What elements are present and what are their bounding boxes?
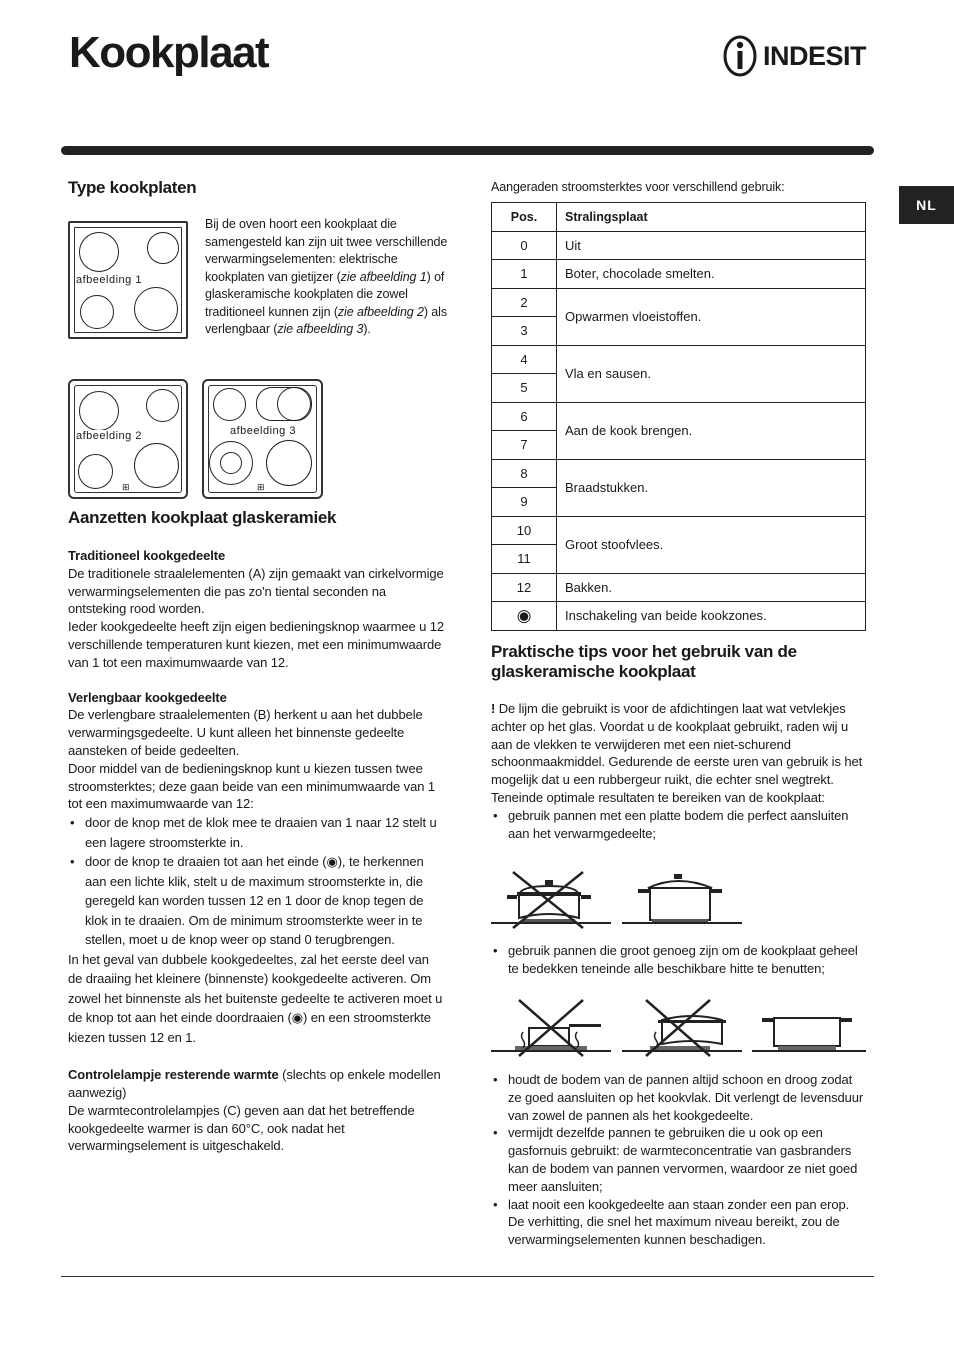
- table-row: 9: [492, 488, 866, 517]
- table-row: 7: [492, 431, 866, 460]
- indesit-logo-icon: [722, 34, 758, 78]
- subheading-residual-heat: Controlelampje resterende warmte: [68, 1067, 279, 1083]
- power-settings-table: [491, 202, 866, 631]
- figure-3-label: afbeelding 3: [230, 425, 296, 437]
- table-row: 12 Bakken.: [492, 573, 866, 602]
- burner: [79, 232, 119, 272]
- dual-burner-inner: [220, 452, 242, 474]
- section-heading-types: Type kookplaten: [68, 178, 197, 197]
- figure-1-label: afbeelding 1: [76, 274, 142, 286]
- burner: [266, 440, 312, 486]
- types-intro-text: Bij de oven hoort een kookplaat die samengesteld kan zijn uit twee verschillende verwarmingselementen: elektrische kookplaten van gietijzer (zie afbeelding 1) of glaskeramische kookplaten die zowel traditioneel kunnen zijn (zie afbeelding 2) als verlengbaar (zie afbeelding 3).: [205, 217, 448, 336]
- burner: [213, 388, 246, 421]
- list-item: • laat nooit een kookgedeelte aan staan zonder een pan erop. De verhitting, die snel het maximum niveau bereikt, zou de verwarmingselementen kunnen beschadigen.: [491, 1196, 869, 1249]
- table-row: 3: [492, 317, 866, 346]
- figure-2-label: afbeelding 2: [76, 430, 142, 442]
- table-row: 0 Uit: [492, 231, 866, 260]
- burner: [80, 295, 114, 329]
- burner: [134, 287, 178, 331]
- tips-list-3: [491, 1071, 869, 1249]
- burner: [134, 443, 179, 488]
- wrong-pan-illustration: [491, 866, 611, 930]
- table-row: ◉ Inschakeling van beide kookzones.: [492, 602, 866, 631]
- dual-zone-icon: ◉: [516, 605, 532, 625]
- table-row: 5: [492, 374, 866, 403]
- correct-pan-size-illustration: [752, 998, 866, 1058]
- figure-2-hob: [68, 379, 188, 499]
- table-row: 10 Groot stoofvlees.: [492, 516, 866, 545]
- figure-1-hob: [68, 221, 188, 339]
- list-item: • gebruik pannen met een platte bodem die perfect aansluiten aan het verwarmgedeelte;: [491, 807, 869, 843]
- language-tab: NL: [899, 186, 954, 224]
- table-row: 8 Braadstukken.: [492, 459, 866, 488]
- list-item: • gebruik pannen die groot genoeg zijn om de kookplaat geheel te bedekken teneinde alle beschikbare hitte te benutten;: [491, 942, 869, 978]
- subheading-traditional: Traditioneel kookgedeelte: [68, 548, 226, 563]
- table-row: 6 Aan de kook brengen.: [492, 402, 866, 431]
- section-heading-glass: Aanzetten kookplaat glaskeramiek: [68, 508, 337, 527]
- warning-icon: !: [491, 701, 496, 716]
- section-heading-tips: Praktische tips voor het gebruik van de glaskeramische kookplaat: [491, 642, 797, 681]
- table-row: 4 Vla en sausen.: [492, 345, 866, 374]
- small-pan-wrong-illustration: [491, 998, 611, 1058]
- burner: [79, 391, 119, 431]
- table-header-row: [492, 203, 866, 232]
- header-rule: [61, 146, 874, 155]
- dual-zone-icon: ◉: [326, 854, 338, 870]
- burner: [146, 389, 179, 422]
- col-header-plate: Stralingsplaat: [557, 203, 866, 232]
- list-item: • vermijdt dezelfde pannen te gebruiken die u ook op een gasfornuis gebruikt: de warmteconcentratie van gasbranders kan de bodem van pannen vervormen, waardoor ze niet goed meer aansluiten;: [491, 1124, 869, 1195]
- indicator-icon: ⊞: [257, 482, 265, 492]
- burner: [277, 387, 311, 421]
- footer-rule: [61, 1276, 874, 1277]
- brand-name: INDESIT: [763, 40, 867, 71]
- col-header-pos: Pos.: [492, 203, 557, 232]
- table-row: 11: [492, 545, 866, 574]
- correct-pan-illustration: [622, 866, 742, 930]
- figure-3-hob: [202, 379, 323, 499]
- page-title: Kookplaat: [69, 28, 269, 77]
- burner: [78, 454, 113, 489]
- brand-logo: [722, 34, 866, 78]
- table-caption: Aangeraden stroomsterktes voor verschillend gebruik:: [491, 180, 785, 194]
- glass-section-text: Traditioneel kookgedeelte De traditionele straalelementen (A) zijn gemaakt van cirkelvormige verwarmingselementen die pas zo'n tiental seconden na ontsteking rood worden. Ieder kookgedeelte heeft zijn eigen bedieningsknop waarmee u 12 verschillende temperaturen kunt kiezen, met een minimumwaarde van 1 tot een maximumwaarde van 12. Verlengbaar kookgedeelte De verlengbare straalelementen (B) herkent u aan het dubbele verwarmingsgedeelte. U kunt alleen het binnenste gedeelte aansteken of beide gedeelten. Door middel van de bedieningsknop kunt u kiezen tussen twee stroomsterktes; deze gaan beide van een minimumwaarde van 1 tot een maximumwaarde van 12: • door de knop met de klok mee te draaien van 1 naar 12 stelt u een lagere stroomsterkte in. • door de knop te draaien tot aan het einde (◉), te herkennen aan een lichte klik, stelt u de maximum stroomsterkte in, die geregeld kan worden tussen 12 en 1 door de knop tegen de klok in te draaien. Om de minimum stroomsterkte weer in te stellen, moet u de knop weer op stand 0 terugbrengen. In het geval van dubbele kookgedeeltes, zal het eerste deel van de draaiing het kleinere (binnenste) kookgedeelte activeren. Om zowel het binnenste als het buitenste gedeelte te activeren moet u de knop tot aan het einde doordraaien (◉) en een stroomsterkte kiezen tussen 12 en 1. Controlelampje resterende warmte (slechts op enkele modellen aanwezig) De warmtecontrolelampjes (C) geven aan dat het betreffende kookgedeelte warmer is dan 60°C, ook nadat het verwarmingselement is uitgeschakeld.: [68, 547, 446, 1155]
- deformed-pan-wrong-illustration: [622, 998, 742, 1058]
- list-item: • door de knop te draaien tot aan het einde (◉), te herkennen aan een lichte klik, stelt u de maximum stroomsterkte in, die geregeld kan worden tussen 12 en 1 door de knop tegen de klok in te draaien. Om de minimum stroomsterkte weer in te stellen, moet u de knop weer op stand 0 terugbrengen.: [68, 852, 446, 950]
- table-row: 2 Opwarmen vloeistoffen.: [492, 288, 866, 317]
- table-row: 1 Boter, chocolade smelten.: [492, 260, 866, 289]
- burner: [147, 232, 179, 264]
- subheading-extendable: Verlengbaar kookgedeelte: [68, 689, 227, 705]
- tips-list-2: [491, 942, 869, 978]
- list-item: • door de knop met de klok mee te draaien van 1 naar 12 stelt u een lagere stroomsterkte in.: [68, 813, 446, 852]
- list-item: • houdt de bodem van de pannen altijd schoon en droog zodat ze goed aansluiten op het kookvlak. Dit verlengt de levensduur van zowel de pannen als het kookgedeelte.: [491, 1071, 869, 1124]
- dual-zone-icon: ◉: [291, 1010, 304, 1026]
- tips-warning-text: ! De lijm die gebruikt is voor de afdichtingen laat wat vetvlekjes achter op het glas. Voordat u de kookplaat gebruikt, raden wij u aan de vlekken te verwijderen met een niet-schurend schoonmaakmiddel. Gedurende de eerste uren van gebruik is het mogelijk dat u een rubbergeur ruikt, die echter snel wegtrekt. Teneinde optimale resultaten te bereiken van de kookplaat: • gebruik pannen met een platte bodem die perfect aansluiten aan het verwarmgedeelte;: [491, 700, 869, 842]
- indicator-icon: ⊞: [122, 482, 130, 492]
